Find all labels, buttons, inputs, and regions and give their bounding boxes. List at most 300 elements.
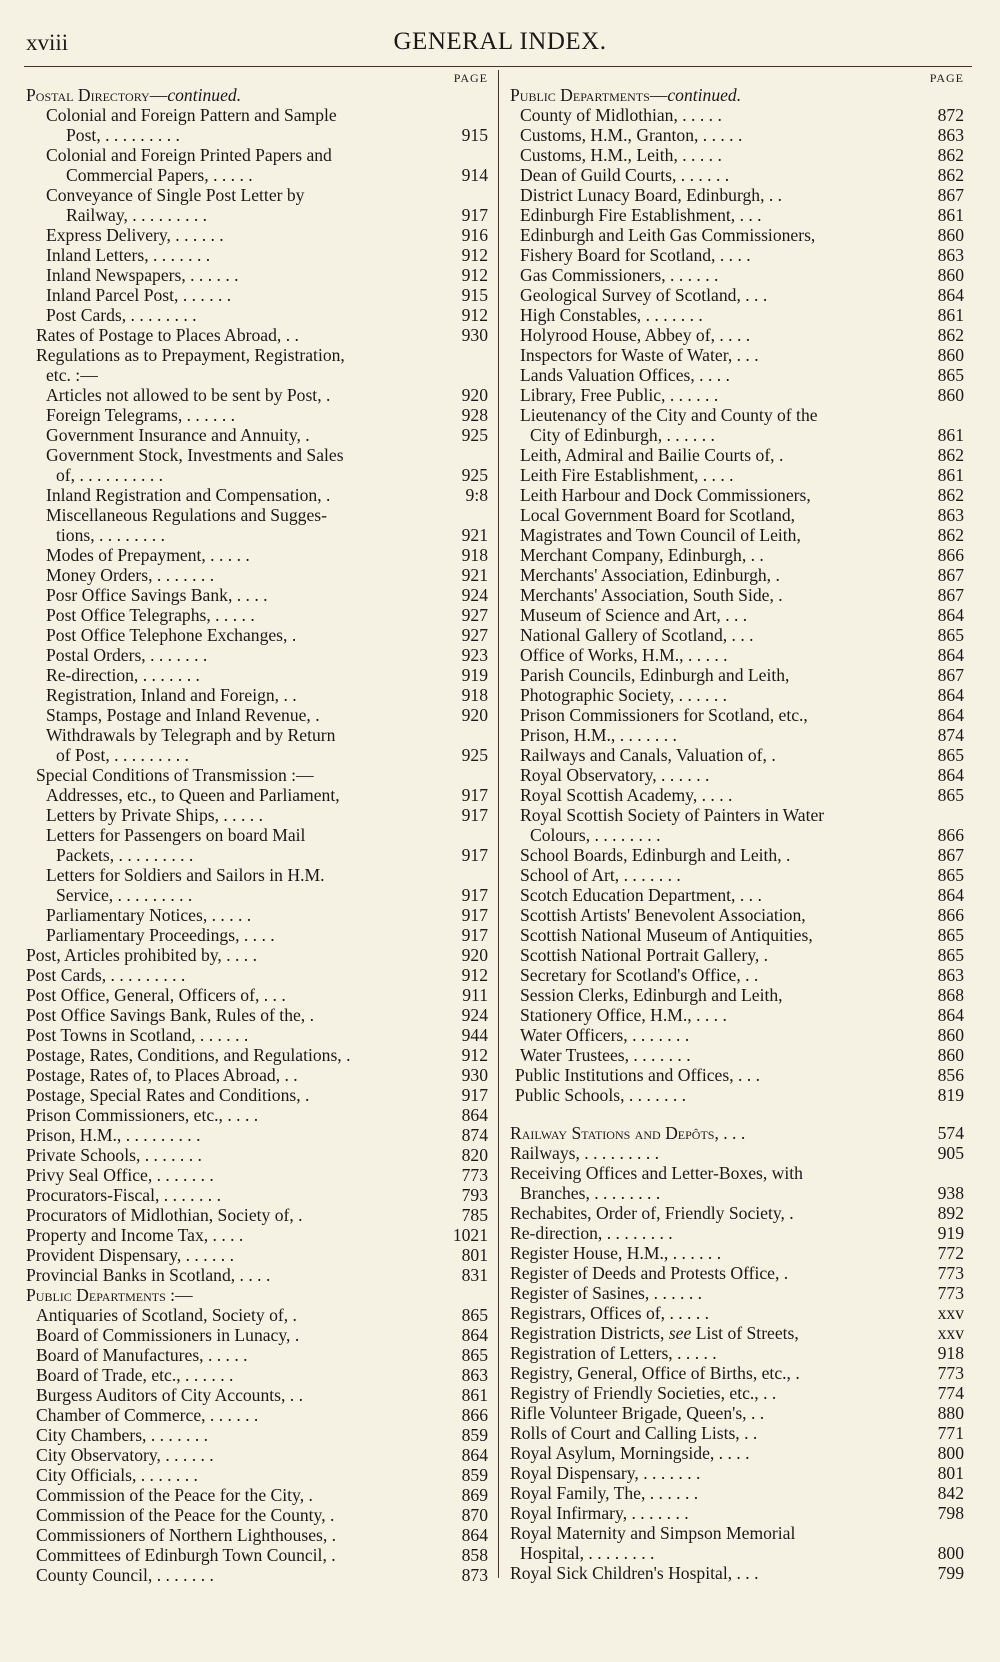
- entry-text: [56, 845, 193, 865]
- page-reference: 863: [937, 245, 964, 265]
- entry-text: [520, 665, 789, 685]
- page-reference: 924: [461, 585, 488, 605]
- page-reference: 862: [937, 165, 964, 185]
- entry-text: [520, 1025, 689, 1045]
- index-entry: [500, 785, 972, 805]
- index-entry: [500, 1163, 972, 1183]
- index-entry: [500, 1543, 972, 1563]
- index-entry: [500, 1563, 972, 1583]
- index-entry: [500, 625, 972, 645]
- entry-text: [46, 285, 231, 305]
- entry-label: Withdrawals by Telegraph and by Return: [46, 725, 336, 745]
- entry-label: Board of Trade, etc., . . . . . .: [36, 1365, 234, 1385]
- index-entry: [500, 725, 972, 745]
- entry-label: Modes of Prepayment, . . . . .: [46, 545, 250, 565]
- index-entry: [0, 845, 498, 865]
- entry-text: [510, 1303, 709, 1323]
- index-entry: [0, 265, 498, 285]
- page-reference: 923: [461, 645, 488, 665]
- entry-label: Merchant Company, Edinburgh, . .: [520, 545, 764, 565]
- index-entry: [0, 505, 498, 525]
- entry-text: [510, 1403, 764, 1423]
- page-reference: 860: [937, 1045, 964, 1065]
- entry-label: Money Orders, . . . . . . .: [46, 565, 215, 585]
- index-entry: [0, 225, 498, 245]
- entry-text: [46, 445, 344, 465]
- entry-label: Dean of Guild Courts, . . . . . .: [520, 165, 730, 185]
- index-entry: [500, 85, 972, 105]
- entry-label: Packets, . . . . . . . . .: [56, 845, 194, 865]
- page-reference: 944: [461, 1025, 488, 1045]
- entry-text: [36, 1325, 299, 1345]
- page-number: xviii: [26, 30, 69, 55]
- page-reference: 819: [937, 1085, 964, 1105]
- page-reference: xxv: [937, 1323, 964, 1343]
- page-reference: 860: [937, 1025, 964, 1045]
- entry-label: Post Cards, . . . . . . . .: [46, 305, 197, 325]
- page-reference: 864: [461, 1105, 488, 1125]
- index-entry: [500, 1443, 972, 1463]
- entry-label: of Post, . . . . . . . . .: [56, 745, 189, 765]
- index-entry: [0, 1525, 498, 1545]
- entry-label: Regulations as to Prepayment, Registration,: [36, 345, 345, 365]
- page-column-label: PAGE: [929, 71, 964, 85]
- entry-text: [46, 825, 305, 845]
- entry-label: Colonial and Foreign Printed Papers and: [46, 145, 332, 165]
- index-entry: [500, 1263, 972, 1283]
- entry-label: Addresses, etc., to Queen and Parliament,: [46, 785, 340, 805]
- index-entry: [500, 345, 972, 365]
- entry-text: [520, 525, 801, 545]
- entry-label: Private Schools, . . . . . . .: [26, 1145, 202, 1165]
- entry-text: [66, 125, 180, 145]
- page-reference: 771: [937, 1423, 964, 1443]
- index-entry: [0, 825, 498, 845]
- page-reference: 867: [937, 665, 964, 685]
- page-reference: 861: [937, 465, 964, 485]
- index-entry: [500, 925, 972, 945]
- index-entry: [0, 205, 498, 225]
- entry-label: Inland Letters, . . . . . . .: [46, 245, 211, 265]
- page-reference: 912: [461, 245, 488, 265]
- entry-text: [510, 85, 741, 105]
- entry-text: [510, 1263, 788, 1283]
- index-entry: [500, 365, 972, 385]
- index-entry: [0, 865, 498, 885]
- entry-label: Post Office Telegraphs, . . . . .: [46, 605, 255, 625]
- entry-label: High Constables, . . . . . . .: [520, 305, 703, 325]
- page-reference: 938: [937, 1183, 964, 1203]
- entry-text: [520, 705, 808, 725]
- page-reference: 773: [937, 1283, 964, 1303]
- entry-text: [36, 1425, 208, 1445]
- entry-text: [36, 1445, 214, 1465]
- entry-label: Privy Seal Office, . . . . . . .: [26, 1165, 214, 1185]
- index-entry: [500, 105, 972, 125]
- index-entry: [0, 1505, 498, 1525]
- page-reference: 798: [937, 1503, 964, 1523]
- index-entry: [500, 885, 972, 905]
- entry-label: Miscellaneous Regulations and Sugges-: [46, 505, 327, 525]
- entry-text: [26, 1025, 248, 1045]
- page-reference: 862: [937, 145, 964, 165]
- entry-text: [520, 1543, 654, 1563]
- entry-text: [26, 1285, 193, 1305]
- index-entry: [0, 1165, 498, 1185]
- index-entry: [0, 1565, 498, 1585]
- entry-label: Library, Free Public, . . . . . .: [520, 385, 719, 405]
- index-entry: [0, 1205, 498, 1225]
- entry-label: Scottish National Museum of Antiquities,: [520, 925, 813, 945]
- index-entry: [0, 525, 498, 545]
- entry-text: [520, 445, 783, 465]
- index-entry: [0, 925, 498, 945]
- entry-label: etc. :—: [46, 365, 98, 385]
- page-reference: 862: [937, 485, 964, 505]
- entry-text: [520, 545, 764, 565]
- entry-label: Register House, H.M., . . . . . .: [510, 1243, 722, 1263]
- entry-text: [530, 825, 661, 845]
- page-reference: 918: [461, 685, 488, 705]
- index-entry: [500, 385, 972, 405]
- entry-label: City Chambers, . . . . . . .: [36, 1425, 209, 1445]
- entry-label: Office of Works, H.M., . . . . .: [520, 645, 728, 665]
- index-entry: [500, 325, 972, 345]
- page-reference: 864: [937, 645, 964, 665]
- index-entry: [500, 1143, 972, 1163]
- index-entry: [500, 1283, 972, 1303]
- index-entry: [500, 745, 972, 765]
- page-reference: 861: [937, 205, 964, 225]
- page-reference: 924: [461, 1005, 488, 1025]
- entry-text: [520, 225, 815, 245]
- entry-text: [510, 1163, 803, 1183]
- index-entry: [0, 1345, 498, 1365]
- continued-label: continued.: [167, 85, 242, 105]
- page-reference: xxv: [937, 1303, 964, 1323]
- page-reference: 917: [461, 785, 488, 805]
- page-reference: 820: [461, 1145, 488, 1165]
- index-entry: [500, 445, 972, 465]
- entry-text: [520, 405, 818, 425]
- entry-label: Registration Districts,: [510, 1323, 669, 1343]
- entry-text: [26, 945, 257, 965]
- page-reference: 917: [461, 205, 488, 225]
- entry-text: [26, 1045, 351, 1065]
- entry-text: [56, 525, 165, 545]
- entry-text: [520, 245, 751, 265]
- index-entry: [500, 145, 972, 165]
- page-reference: 917: [461, 885, 488, 905]
- index-entry: [500, 1343, 972, 1363]
- entry-label: Merchants' Association, South Side, .: [520, 585, 783, 605]
- index-entry: [0, 385, 498, 405]
- entry-label: Board of Commissioners in Lunacy, .: [36, 1325, 300, 1345]
- index-entry: [0, 1325, 498, 1345]
- entry-text: [46, 225, 224, 245]
- entry-label: Registrars, Offices of, . . . . .: [510, 1303, 710, 1323]
- entry-text: [520, 805, 824, 825]
- entry-text: [36, 1565, 214, 1585]
- page-reference: 865: [937, 945, 964, 965]
- page-reference: 859: [461, 1465, 488, 1485]
- page-reference: 865: [937, 365, 964, 385]
- index-entry: [0, 1085, 498, 1105]
- entry-label: Foreign Telegrams, . . . . . .: [46, 405, 236, 425]
- page-reference: 873: [461, 1565, 488, 1585]
- entry-text: [520, 205, 762, 225]
- entry-text: [36, 1385, 303, 1405]
- index-entry: [500, 865, 972, 885]
- entry-label: Inland Parcel Post, . . . . . .: [46, 285, 232, 305]
- entry-text: [26, 1065, 298, 1085]
- entry-text: [46, 905, 251, 925]
- entry-text: [36, 1505, 334, 1525]
- entry-label: Chamber of Commerce, . . . . . .: [36, 1405, 259, 1425]
- entry-text: [36, 1485, 313, 1505]
- page-reference: 917: [461, 1085, 488, 1105]
- page-reference: 930: [461, 325, 488, 345]
- entry-label: Holyrood House, Abbey of, . . . .: [520, 325, 751, 345]
- page-reference: 861: [937, 425, 964, 445]
- entry-label: Commissioners of Northern Lighthouses, .: [36, 1525, 337, 1545]
- entry-text: [46, 665, 200, 685]
- index-entry: [500, 505, 972, 525]
- page-reference: 928: [461, 405, 488, 425]
- entry-text: [26, 1085, 309, 1105]
- index-entry: [500, 685, 972, 705]
- entry-text: [56, 465, 163, 485]
- entry-text: [520, 885, 762, 905]
- index-entry: [500, 645, 972, 665]
- entry-text: [520, 465, 734, 485]
- index-entry: [500, 665, 972, 685]
- entry-text: [66, 165, 253, 185]
- entry-text: [46, 585, 268, 605]
- index-entry: [500, 845, 972, 865]
- entry-label: Royal Family, The, . . . . . .: [510, 1483, 699, 1503]
- index-entry: [0, 485, 498, 505]
- page-reference: 864: [937, 765, 964, 785]
- index-entry: [0, 965, 498, 985]
- entry-text: [520, 565, 780, 585]
- page-reference: 919: [461, 665, 488, 685]
- entry-text: [515, 1065, 760, 1085]
- entry-text: [26, 965, 185, 985]
- page-reference: 862: [937, 325, 964, 345]
- page-reference: 874: [937, 725, 964, 745]
- entry-label: Postage, Rates of, to Places Abroad, . .: [26, 1065, 298, 1085]
- entry-text: [26, 1245, 234, 1265]
- index-entry: [0, 1185, 498, 1205]
- page-reference: 863: [937, 965, 964, 985]
- index-entries: [500, 85, 972, 1583]
- entry-label: Commission of the Peace for the County, .: [36, 1505, 335, 1525]
- page-reference: 801: [937, 1463, 964, 1483]
- entry-label: Customs, H.M., Leith, . . . . .: [520, 145, 722, 165]
- entry-label: Water Officers, . . . . . . .: [520, 1025, 690, 1045]
- entry-text: [510, 1463, 700, 1483]
- page-reference: 919: [937, 1223, 964, 1243]
- entry-text: [26, 1145, 202, 1165]
- entry-label: Government Stock, Investments and Sales: [46, 445, 344, 465]
- header-rule: [24, 66, 972, 67]
- index-entry: [0, 245, 498, 265]
- page-reference: 773: [937, 1363, 964, 1383]
- entry-text: [510, 1323, 799, 1343]
- entry-label: Register of Deeds and Protests Office, .: [510, 1263, 789, 1283]
- entry-label: Geological Survey of Scotland, . . .: [520, 285, 768, 305]
- index-entry: [0, 605, 498, 625]
- index-entry: [500, 1203, 972, 1223]
- index-entry: [500, 245, 972, 265]
- page-reference: 912: [461, 965, 488, 985]
- page-reference: 866: [937, 825, 964, 845]
- page-reference: 905: [937, 1143, 964, 1163]
- page-reference: 925: [461, 465, 488, 485]
- page-reference: 917: [461, 805, 488, 825]
- entry-label: Public Departments :—: [26, 1285, 193, 1305]
- index-entry: [0, 1405, 498, 1425]
- page-reference: 915: [461, 125, 488, 145]
- entry-label: City Officials, . . . . . . .: [36, 1465, 198, 1485]
- index-entries: [0, 85, 498, 1585]
- entry-label: Scottish Artists' Benevolent Association,: [520, 905, 806, 925]
- entry-text: [520, 985, 783, 1005]
- page-reference: 864: [937, 885, 964, 905]
- index-entry: [500, 1323, 972, 1343]
- entry-text: [520, 845, 790, 865]
- entry-label: Service, . . . . . . . . .: [56, 885, 193, 905]
- entry-label: Register of Sasines, . . . . . .: [510, 1283, 703, 1303]
- entry-label: Public Departments—: [510, 85, 668, 105]
- index-entry: [500, 425, 972, 445]
- index-entry: [0, 365, 498, 385]
- entry-text: [520, 165, 729, 185]
- entry-text: [56, 885, 192, 905]
- entry-label: Commercial Papers, . . . . .: [66, 165, 253, 185]
- entry-label: Letters for Soldiers and Sailors in H.M.: [46, 865, 325, 885]
- page-reference: 925: [461, 425, 488, 445]
- index-entry: [500, 765, 972, 785]
- index-entry: [0, 665, 498, 685]
- entry-label: Stamps, Postage and Inland Revenue, .: [46, 705, 320, 725]
- page-reference: 865: [461, 1345, 488, 1365]
- index-entry: [500, 1503, 972, 1523]
- entry-label: Colours, . . . . . . . .: [530, 825, 661, 845]
- entry-label: Procurators-Fiscal, . . . . . . .: [26, 1185, 221, 1205]
- page-reference: 892: [937, 1203, 964, 1223]
- entry-text: [46, 265, 239, 285]
- index-entry: [0, 585, 498, 605]
- entry-text: [520, 485, 811, 505]
- entry-text: [520, 685, 727, 705]
- entry-label: Gas Commissioners, . . . . . .: [520, 265, 719, 285]
- index-entry: [0, 785, 498, 805]
- page-reference: 866: [937, 545, 964, 565]
- index-entry: [0, 1385, 498, 1405]
- entry-label: Royal Maternity and Simpson Memorial: [510, 1523, 796, 1543]
- page-reference: 862: [937, 445, 964, 465]
- entry-label: Express Delivery, . . . . . .: [46, 225, 224, 245]
- entry-text: [520, 505, 795, 525]
- index-entry: [500, 565, 972, 585]
- index-entry: [500, 1463, 972, 1483]
- index-entry: [500, 1123, 972, 1143]
- page-reference: 860: [937, 385, 964, 405]
- entry-label: Royal Asylum, Morningside, . . . .: [510, 1443, 750, 1463]
- entry-label: Leith Harbour and Dock Commissioners,: [520, 485, 811, 505]
- page-reference: 918: [461, 545, 488, 565]
- page-reference: 863: [937, 505, 964, 525]
- index-entry: [0, 625, 498, 645]
- page-reference: 773: [461, 1165, 488, 1185]
- entry-text: [56, 745, 189, 765]
- entry-label: Letters for Passengers on board Mail: [46, 825, 306, 845]
- entry-text: [36, 1365, 233, 1385]
- index-entry: [0, 1245, 498, 1265]
- index-entry: [500, 965, 972, 985]
- index-entry: [0, 645, 498, 665]
- entry-label: Prison, H.M., . . . . . . .: [520, 725, 677, 745]
- entry-text: [36, 1405, 258, 1425]
- index-entry: [0, 425, 498, 445]
- entry-text: [520, 285, 767, 305]
- entry-label: Inspectors for Waste of Water, . . .: [520, 345, 759, 365]
- index-entry: [500, 1045, 972, 1065]
- entry-label: Committees of Edinburgh Town Council, .: [36, 1545, 336, 1565]
- entry-text: [46, 605, 255, 625]
- entry-text: [46, 405, 235, 425]
- page-reference: 865: [937, 925, 964, 945]
- entry-text: [510, 1203, 794, 1223]
- entry-text: [510, 1243, 721, 1263]
- page-reference: 863: [461, 1365, 488, 1385]
- page-reference: 912: [461, 305, 488, 325]
- entry-text: [36, 325, 299, 345]
- page-reference: 864: [937, 705, 964, 725]
- page-reference: 868: [937, 985, 964, 1005]
- entry-label: Royal Dispensary, . . . . . . .: [510, 1463, 701, 1483]
- page-reference: 1021: [452, 1225, 488, 1245]
- entry-text: [46, 185, 304, 205]
- page-reference: 867: [937, 845, 964, 865]
- index-entry: [500, 1085, 972, 1105]
- index-entry: [0, 305, 498, 325]
- page-reference: 860: [937, 265, 964, 285]
- page-reference: 772: [937, 1243, 964, 1263]
- entry-text: [520, 645, 728, 665]
- entry-text: [26, 1105, 258, 1125]
- entry-text: [510, 1123, 745, 1143]
- index-entry: [500, 185, 972, 205]
- entry-text: [510, 1283, 702, 1303]
- entry-text: [26, 1185, 221, 1205]
- page-reference: 831: [461, 1265, 488, 1285]
- entry-label: Parliamentary Notices, . . . . .: [46, 905, 252, 925]
- entry-label: tions, . . . . . . . .: [56, 525, 165, 545]
- page-reference: 865: [937, 865, 964, 885]
- index-entry: [500, 545, 972, 565]
- entry-label: Posr Office Savings Bank, . . . .: [46, 585, 268, 605]
- entry-label: Parish Councils, Edinburgh and Leith,: [520, 665, 790, 685]
- index-entry: [500, 1223, 972, 1243]
- index-entry: [0, 1005, 498, 1025]
- entry-label: Edinburgh Fire Establishment, . . .: [520, 205, 762, 225]
- index-entry: [500, 225, 972, 245]
- page-reference: 912: [461, 265, 488, 285]
- index-entry: [500, 1423, 972, 1443]
